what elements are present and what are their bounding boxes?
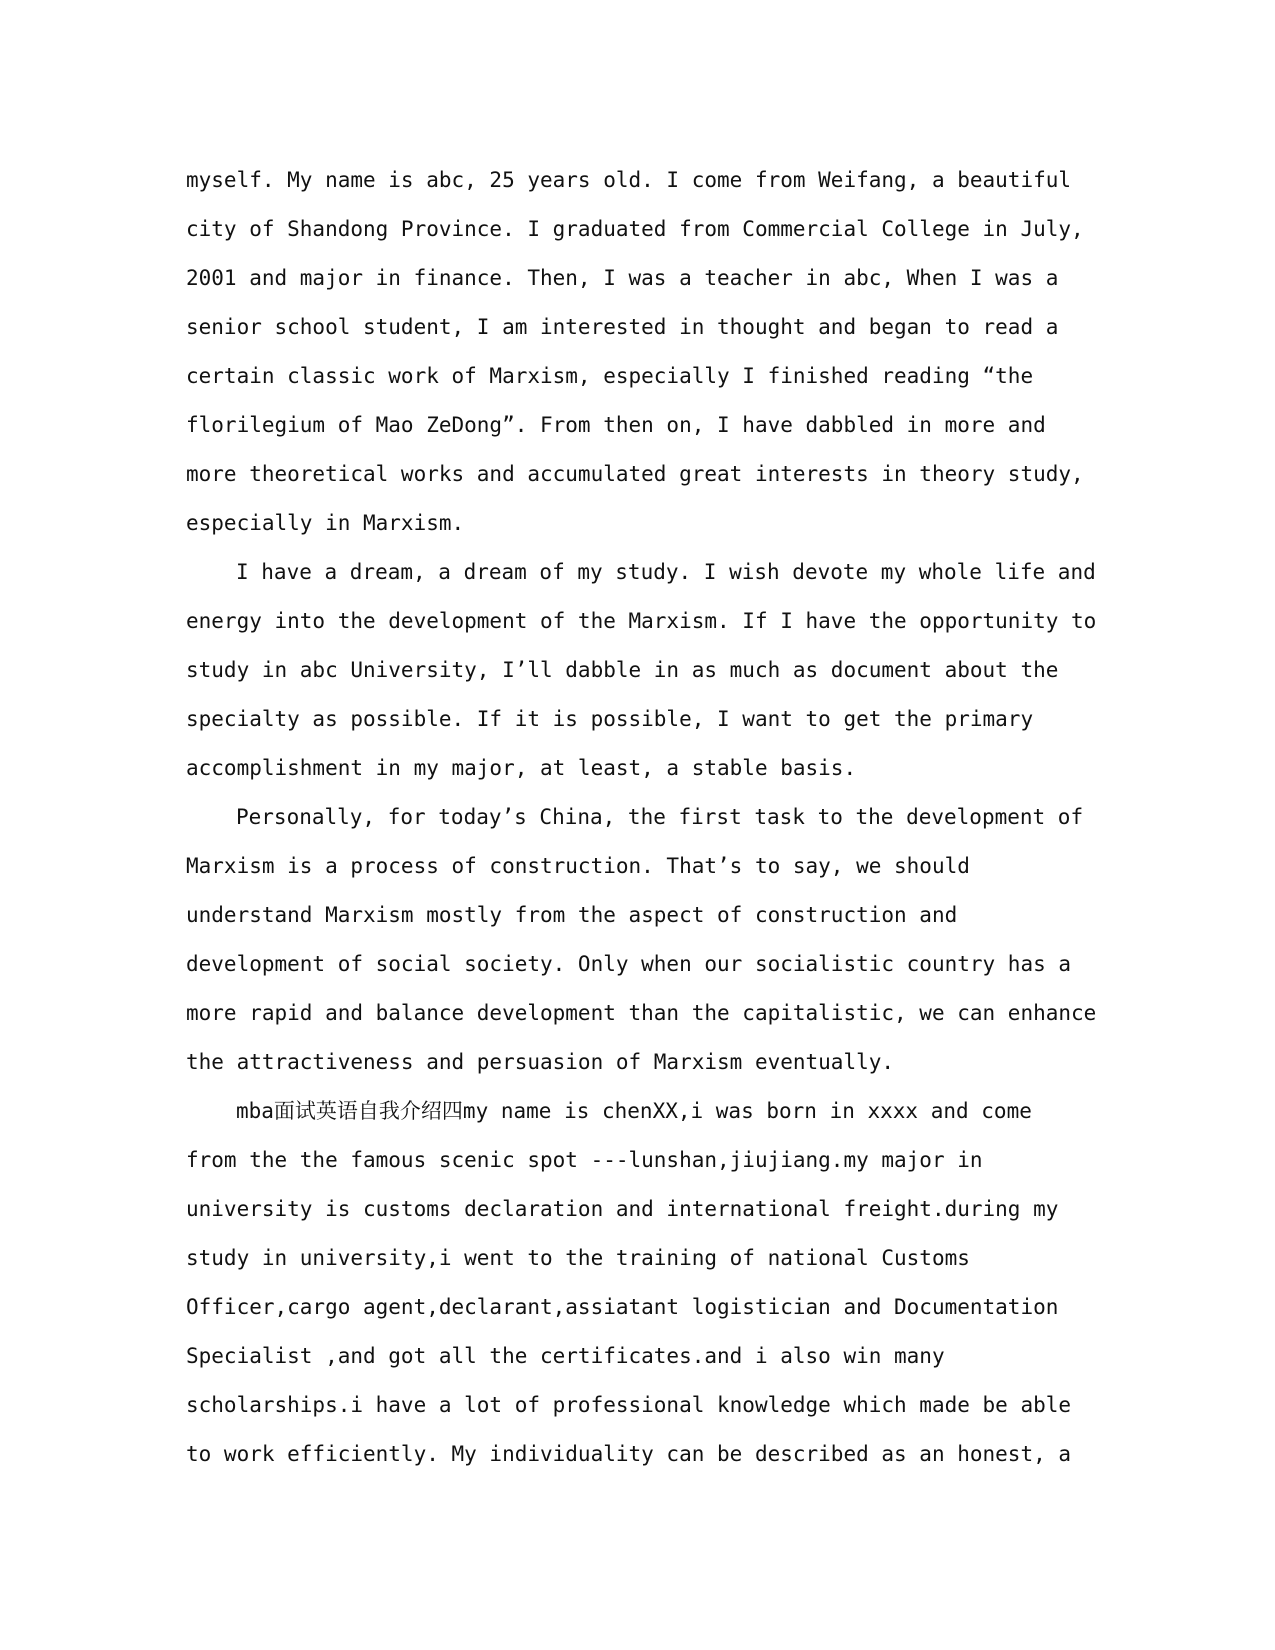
text-line: study in abc University, I’ll dabble in as much as document about the xyxy=(186,658,1059,682)
text-line: study in university,i went to the training of national Customs xyxy=(186,1246,970,1270)
paragraph-first-line: I have a dream, a dream of my study. I wish devote my whole life and xyxy=(236,560,1096,584)
text-line: myself. My name is abc, 25 years old. I come from Weifang, a beautiful xyxy=(186,168,1072,192)
text-line: more rapid and balance development than the capitalistic, we can enhance xyxy=(186,1001,1097,1025)
text-line: city of Shandong Province. I graduated from Commercial College in July, xyxy=(186,217,1084,241)
text-line: especially in Marxism. xyxy=(186,511,465,535)
text-line: accomplishment in my major, at least, a stable basis. xyxy=(186,756,857,780)
text-line: the attractiveness and persuasion of Marxism eventually. xyxy=(186,1050,895,1074)
text-line: to work efficiently. My individuality can be described as an honest, a xyxy=(186,1442,1072,1466)
text-line: development of social society. Only when our socialistic country has a xyxy=(186,952,1072,976)
text-line: from the the famous scenic spot ---lunshan,jiujiang.my major in xyxy=(186,1148,983,1172)
text-line: senior school student, I am interested in thought and began to read a xyxy=(186,315,1059,339)
text-line: Officer,cargo agent,declarant,assiatant logistician and Documentation xyxy=(186,1295,1059,1319)
text-line: certain classic work of Marxism, especially I finished reading “the xyxy=(186,364,1034,388)
text-line: Specialist ,and got all the certificates.and i also win many xyxy=(186,1344,945,1368)
text-line: energy into the development of the Marxism. If I have the opportunity to xyxy=(186,609,1097,633)
text-line: specialty as possible. If it is possible, I want to get the primary xyxy=(186,707,1034,731)
text-line: understand Marxism mostly from the aspect of construction and xyxy=(186,903,958,927)
text-line: florilegium of Mao ZeDong”. From then on, I have dabbled in more and xyxy=(186,413,1046,437)
text-line: more theoretical works and accumulated great interests in theory study, xyxy=(186,462,1084,486)
body-text xyxy=(186,156,1106,1479)
paragraph-first-line: mba面试英语自我介绍四my name is chenXX,i was born in xxxx and come xyxy=(236,1099,1032,1123)
text-line: Marxism is a process of construction. That’s to say, we should xyxy=(186,854,970,878)
text-line: university is customs declaration and international freight.during my xyxy=(186,1197,1059,1221)
paragraph-first-line: Personally, for today’s China, the first task to the development of xyxy=(236,805,1084,829)
text-line: 2001 and major in finance. Then, I was a teacher in abc, When I was a xyxy=(186,266,1059,290)
text-line: scholarships.i have a lot of professional knowledge which made be able xyxy=(186,1393,1072,1417)
